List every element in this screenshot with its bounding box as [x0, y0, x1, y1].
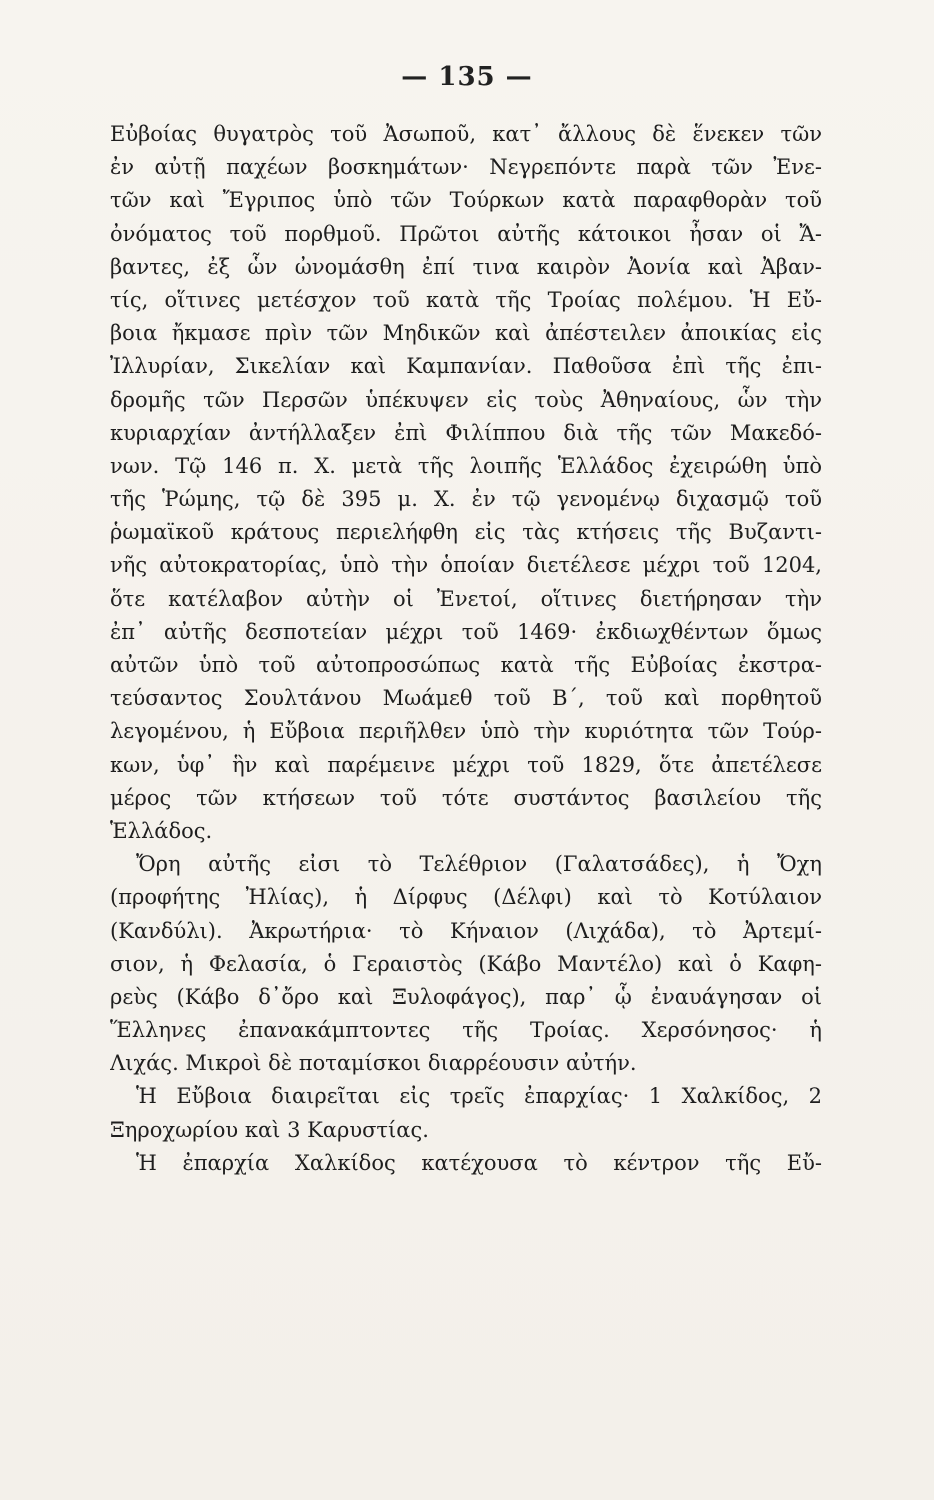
- text-line: Ἑλλάδος.: [110, 818, 213, 843]
- text-line: ὀνόματος τοῦ πορθμοῦ. Πρῶτοι αὐτῆς κάτοικοι ἦσαν οἱ Ἄ-: [110, 221, 822, 246]
- text-line: Λιχάς. Μικροὶ δὲ ποταμίσκοι διαρρέουσιν αὐτήν.: [110, 1051, 637, 1076]
- text-line: τῆς Ῥώμης, τῷ δὲ 395 μ. Χ. ἐν τῷ γενομένῳ διχασμῷ τοῦ: [110, 487, 822, 512]
- text-line: τίς, οἵτινες μετέσχον τοῦ κατὰ τῆς Τροίας πολέμου. Ἡ Εὔ-: [110, 287, 822, 312]
- text-line: (Κανδύλι). Ἀκρωτήρια· τὸ Κήναιον (Λιχάδα), τὸ Ἀρτεμί-: [110, 918, 822, 943]
- text-line: νων. Τῷ 146 π. Χ. μετὰ τῆς λοιπῆς Ἑλλάδος ἐχειρώθη ὑπὸ: [110, 453, 822, 478]
- text-line: τεύσαντος Σουλτάνου Μωάμεθ τοῦ Β΄, τοῦ καὶ πορθητοῦ: [110, 686, 822, 711]
- text-line: ρεὺς (Κάβο δ᾽ὄρο καὶ Ξυλοφάγος), παρ᾽ ᾧ ἐναυάγησαν οἱ: [110, 984, 822, 1009]
- text-line: βοια ἤκμασε πρὶν τῶν Μηδικῶν καὶ ἀπέστειλεν ἀποικίας εἰς: [110, 321, 822, 346]
- text-line: ἐπ᾽ αὐτῆς δεσποτείαν μέχρι τοῦ 1469· ἐκδιωχθέντων ὅμως: [110, 619, 822, 644]
- text-line: Ἡ ἐπαρχία Χαλκίδος κατέχουσα τὸ κέντρον τῆς Εὔ-: [136, 1150, 822, 1175]
- text-line: νῆς αὐτοκρατορίας, ὑπὸ τὴν ὁποίαν διετέλεσε μέχρι τοῦ 1204,: [110, 553, 822, 578]
- page-number: — 135 —: [401, 62, 533, 92]
- text-line: λεγομένου, ἡ Εὔβοια περιῆλθεν ὑπὸ τὴν κυριότητα τῶν Τούρ-: [110, 719, 822, 744]
- page-body-text: [110, 118, 822, 1180]
- text-line: Ὄρη αὐτῆς εἰσι τὸ Τελέθριον (Γαλατσάδες), ἡ Ὄχη: [136, 852, 822, 877]
- text-line: κων, ὑφ᾽ ἣν καὶ παρέμεινε μέχρι τοῦ 1829, ὅτε ἀπετέλεσε: [110, 752, 822, 777]
- text-line: Ἕλληνες ἐπανακάμπτοντες τῆς Τροίας. Χερσόνησος· ἡ: [110, 1018, 822, 1043]
- text-line: μέρος τῶν κτήσεων τοῦ τότε συστάντος βασιλείου τῆς: [110, 785, 822, 810]
- text-line: Εὐβοίας θυγατρὸς τοῦ Ἀσωποῦ, κατ᾽ ἄλλους δὲ ἕνεκεν τῶν: [110, 122, 822, 146]
- text-line: κυριαρχίαν ἀντήλλαξεν ἐπὶ Φιλίππου διὰ τῆς τῶν Μακεδό-: [110, 420, 822, 445]
- text-line: (προφήτης Ἠλίας), ἡ Δίρφυς (Δέλφι) καὶ τὸ Κοτύλαιον: [110, 885, 822, 910]
- text-line: Ξηροχωρίου καὶ 3 Καρυστίας.: [110, 1117, 429, 1142]
- text-line: ἐν αὐτῇ παχέων βοσκημάτων· Νεγρεπόντε παρὰ τῶν Ἐνε-: [110, 155, 822, 180]
- text-line: τῶν καὶ Ἔγριπος ὑπὸ τῶν Τούρκων κατὰ παραφθορὰν τοῦ: [110, 188, 822, 213]
- text-line: δρομῆς τῶν Περσῶν ὑπέκυψεν εἰς τοὺς Ἀθηναίους, ὧν τὴν: [110, 387, 822, 412]
- text-line: Ἰλλυρίαν, Σικελίαν καὶ Καμπανίαν. Παθοῦσα ἐπὶ τῆς ἐπι-: [110, 354, 822, 379]
- text-line: αὐτῶν ὑπὸ τοῦ αὐτοπροσώπως κατὰ τῆς Εὐβοίας ἐκστρα-: [110, 653, 822, 677]
- text-line: βαντες, ἐξ ὧν ὠνομάσθη ἐπί τινα καιρὸν Ἀονία καὶ Ἀβαν-: [110, 254, 822, 279]
- text-line: Ἡ Εὔβοια διαιρεῖται εἰς τρεῖς ἐπαρχίας· 1 Χαλκίδος, 2: [136, 1084, 822, 1109]
- text-line: ῥωμαϊκοῦ κράτους περιελήφθη εἰς τὰς κτήσεις τῆς Βυζαντι-: [110, 520, 822, 545]
- text-line: ὅτε κατέλαβον αὐτὴν οἱ Ἐνετοί, οἵτινες διετήρησαν τὴν: [110, 586, 822, 611]
- text-line: σιον, ἡ Φελασία, ὁ Γεραιστὸς (Κάβο Μαντέλο) καὶ ὁ Καφη-: [110, 951, 822, 976]
